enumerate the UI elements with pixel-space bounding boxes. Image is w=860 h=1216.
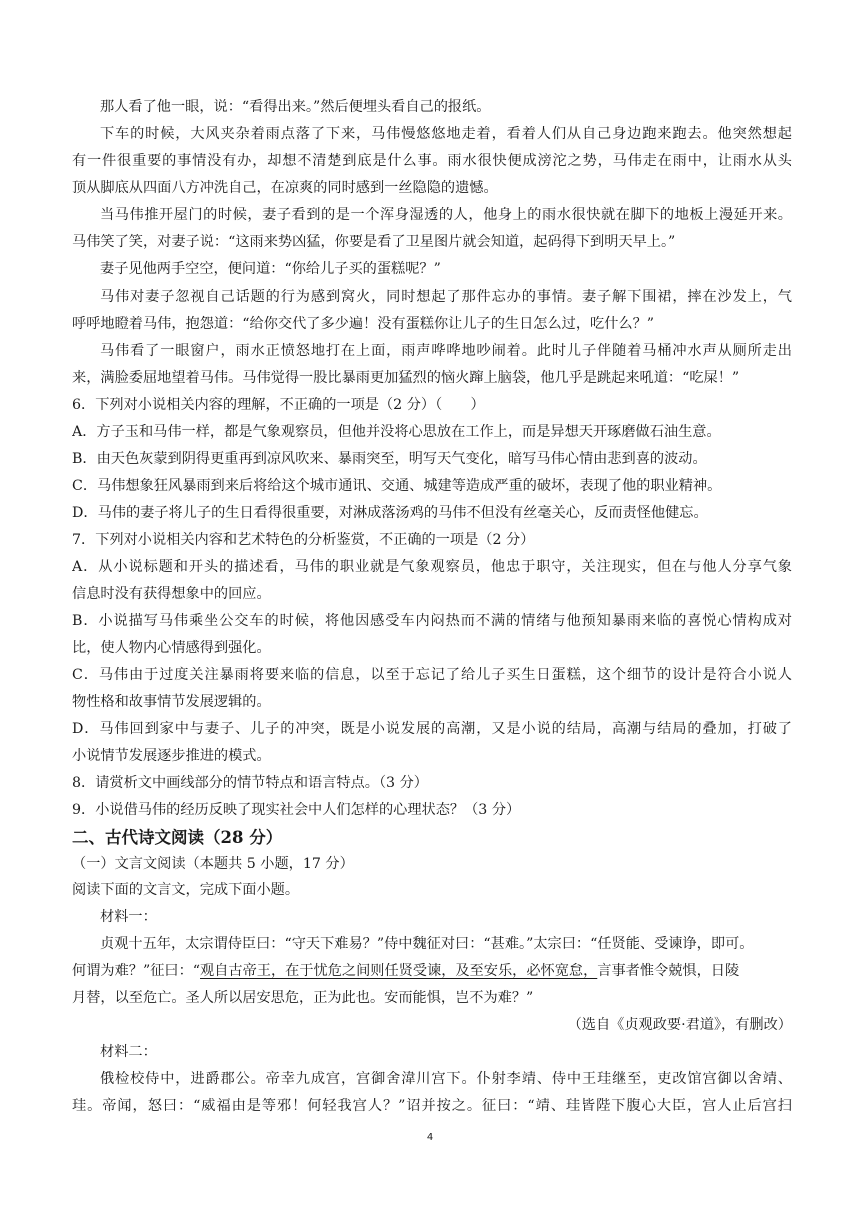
- story-paragraph-5-line-2: 呼呼地瞪着马伟，抱怨道：“给你交代了多少遍！没有蛋糕你让儿子的生日怎么过，吃什么？”: [72, 316, 655, 332]
- story-paragraph-3-line-2: 马伟笑了笑，对妻子说：“这雨来势凶猛，你要是看了卫星图片就会知道，起码得下到明天早上。”: [72, 234, 676, 250]
- question-7-option-a-line-2: 信息时没有获得想象中的回应。: [72, 586, 271, 602]
- question-7-option-c-line-1: C．马伟由于过度关注暴雨将要来临的信息，以至于忘记了给儿子买生日蛋糕，这个细节的设计是符合小说人: [72, 667, 792, 683]
- story-paragraph-2-line-3: 顶从脚底从四面八方冲洗自己，在凉爽的同时感到一丝隐隐的遗憾。: [72, 180, 498, 196]
- story-paragraph-6-line-2: 来，满脸委屈地望着马伟。马伟觉得一股比暴雨更加猛烈的恼火蹿上脑袋，他几乎是跳起来吼道：“吃屎！”: [72, 370, 740, 386]
- story-paragraph-1: 那人看了他一眼，说：“看得出来。”然后便埋头看自己的报纸。: [100, 99, 491, 115]
- page-number: 4: [426, 1132, 434, 1143]
- story-paragraph-6-line-1: 马伟看了一眼窗户，雨水正愤怒地打在上面，雨声哗哗地吵闹着。此时儿子伴随着马桶冲水声从厕所走出: [100, 343, 792, 359]
- question-7: 7．下列对小说相关内容和艺术特色的分析鉴赏，不正确的一项是（2 分）: [72, 532, 535, 548]
- question-9: 9．小说借马伟的经历反映了现实社会中人们怎样的心理状态？（3 分）: [72, 802, 521, 818]
- material-1-line-3: 月替，以至危亡。圣人所以居安思危，正为此也。安而能惧，岂不为难？”: [72, 990, 534, 1006]
- story-paragraph-2-line-2: 有一件很重要的事情没有办，却想不清楚到底是什么事。雨水很快便成滂沱之势，马伟走在雨中，让雨水从头: [72, 153, 792, 169]
- subsection-heading: （一）文言文阅读（本题共 5 小题，17 分）: [72, 856, 354, 872]
- material-1-line-1: [100, 931, 792, 957]
- material-1-source: （选自《贞观政要·君道》，有删改）: [567, 1017, 792, 1033]
- material-1-label: 材料一：: [100, 909, 157, 925]
- material-2-label: 材料二：: [100, 1044, 157, 1060]
- question-7-option-d-line-2: 小说情节发展逐步推进的模式。: [72, 748, 271, 764]
- question-7-option-a-line-1: A．从小说标题和开头的描述看，马伟的职业就是气象观察员，他忠于职守，关注现实，但在与他人分享气象: [72, 559, 792, 575]
- material-1-line-1-end: 。: [739, 936, 754, 952]
- story-paragraph-5-line-1: 马伟对妻子忽视自己话题的行为感到窝火，同时想起了那件忘办的事情。妻子解下围裙，摔在沙发上，气: [100, 289, 792, 305]
- material-1-line-2-pre: 何谓为难？”征曰：“: [72, 963, 201, 979]
- reading-instruction: 阅读下面的文言文，完成下面小题。: [72, 882, 300, 898]
- question-6-option-a: A．方子玉和马伟一样，都是气象观察员，但他并没将心思放在工作上，而是异想天开琢磨做石油生意。: [72, 424, 721, 440]
- question-7-option-b-line-1: B．小说描写马伟乘坐公交车的时候，将他因感受车内闷热而不满的情绪与他预知暴雨来临的喜悦心情构成对: [72, 613, 792, 629]
- emphasis-dot-char: 贞: [100, 936, 115, 952]
- question-7-option-b-line-2: 比，使人物内心情感得到强化。: [72, 640, 271, 656]
- section-heading: 二、古代诗文阅读（28 分）: [72, 828, 283, 847]
- material-2-line-1: 俄检校侍中，进爵郡公。帝幸九成宫，宫御舍湋川宫下。仆射李靖、侍中王珪继至，吏改馆宫御以舍靖、: [100, 1071, 792, 1087]
- question-6-option-d: D．马伟的妻子将儿子的生日看得很重要，对淋成落汤鸡的马伟不但没有丝毫关心，反而责怪他健忘。: [72, 505, 708, 521]
- story-paragraph-3-line-1: 当马伟推开屋门的时候，妻子看到的是一个浑身湿透的人，他身上的雨水很快就在脚下的地板上漫延开来。: [100, 207, 792, 223]
- emphasis-dot-char: 可: [725, 936, 740, 952]
- story-paragraph-2-line-1: 下车的时候，大风夹杂着雨点落了下来，马伟慢悠悠地走着，看着人们从自己身边跑来跑去。他突然想起: [100, 126, 792, 142]
- story-paragraph-4: 妻子见他两手空空，便问道：“你给儿子买的蛋糕呢？”: [100, 261, 441, 277]
- material-1-line-2-post: 言事者惟令兢惧，日陵: [597, 963, 740, 979]
- underlined-passage: 观自古帝王，在于忧危之间则任贤受谏，及至安乐，必怀宽怠，: [200, 963, 598, 979]
- material-2-line-2: 珪。帝闻，怒曰：“威福由是等邪！何轻我宫人？”诏并按之。征曰：“靖、珪皆陛下腹心大臣，宫人止后宫扫: [72, 1098, 792, 1114]
- material-1-line-2: [72, 958, 792, 984]
- question-6-option-b: B．由天色灰蒙到阴得更重再到凉风吹来、暴雨突至，明写天气变化，暗写马伟心情由悲到喜的波动。: [72, 451, 707, 467]
- question-6-option-c: C．马伟想象狂风暴雨到来后将给这个城市通讯、交通、城建等造成严重的破坏，表现了他的职业精神。: [72, 478, 722, 494]
- question-6: 6．下列对小说相关内容的理解，不正确的一项是（2 分）（ ）: [72, 397, 485, 413]
- question-7-option-c-line-2: 物性格和故事情节发展逻辑的。: [72, 694, 271, 710]
- question-8: 8．请赏析文中画线部分的情节特点和语言特点。（3 分）: [72, 775, 428, 791]
- material-1-line-1-text: 观十五年，太宗谓侍臣曰：“守天下难易？”侍中魏征对曰：“甚难。”太宗曰：“任贤能、受谏诤，即: [114, 936, 726, 952]
- question-7-option-d-line-1: D．马伟回到家中与妻子、儿子的冲突，既是小说发展的高潮，又是小说的结局，高潮与结局的叠加，打破了: [72, 721, 792, 737]
